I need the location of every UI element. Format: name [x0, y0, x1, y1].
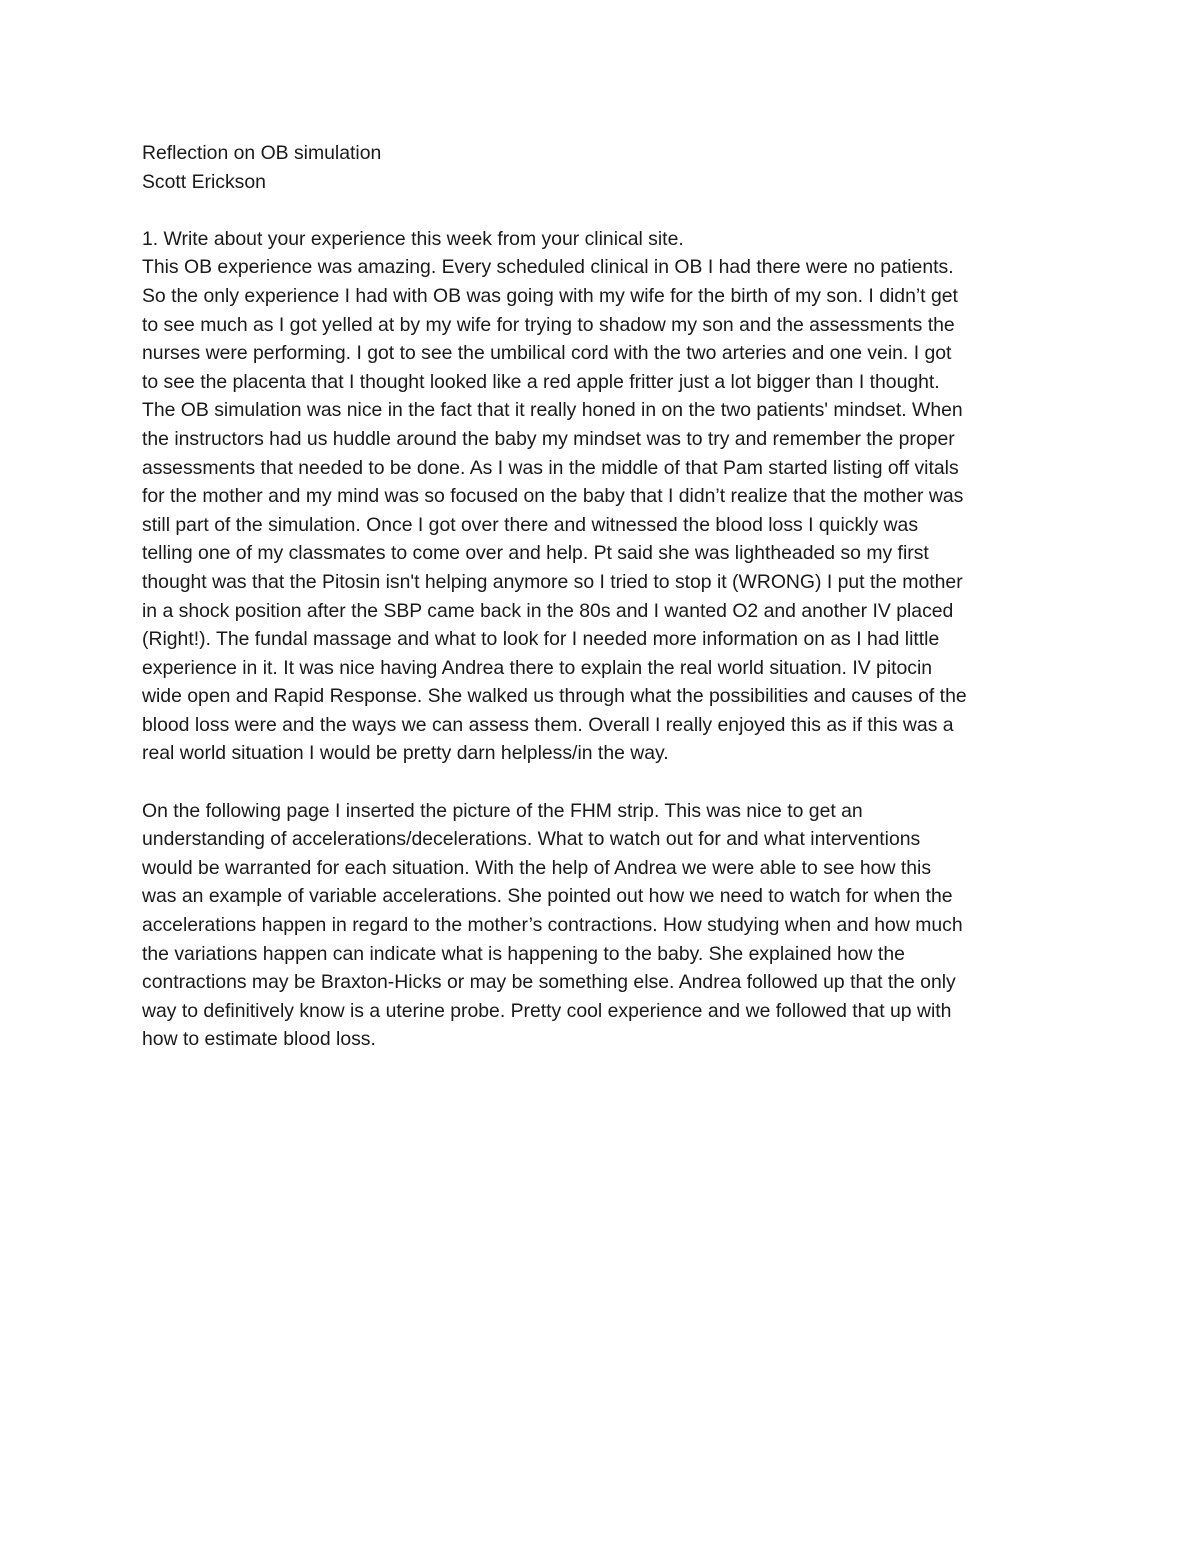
- paragraph-line: how to estimate blood loss.: [142, 1028, 376, 1051]
- paragraph-line: telling one of my classmates to come over and help. Pt said she was lightheaded so my first: [142, 542, 929, 565]
- paragraph-line: blood loss were and the ways we can assess them. Overall I really enjoyed this as if this was a: [142, 713, 954, 736]
- paragraph-line: (Right!). The fundal massage and what to look for I needed more information on as I had little: [142, 628, 940, 651]
- paragraph-line: for the mother and my mind was so focused on the baby that I didn’t realize that the mother was: [142, 485, 964, 508]
- paragraph-line: assessments that needed to be done. As I was in the middle of that Pam started listing off vitals: [142, 456, 959, 479]
- paragraph-line: to see much as I got yelled at by my wife for trying to shadow my son and the assessments the: [142, 313, 955, 336]
- paragraph-line: contractions may be Braxton-Hicks or may be something else. Andrea followed up that the only: [142, 971, 956, 994]
- paragraph-line: still part of the simulation. Once I got over there and witnessed the blood loss I quickly was: [142, 513, 919, 536]
- paragraph-line: experience in it. It was nice having Andrea there to explain the real world situation. IV pitocin: [142, 656, 933, 679]
- document-body: [142, 139, 1072, 1054]
- paragraph-line: wide open and Rapid Response. She walked us through what the possibilities and causes of the: [142, 685, 967, 708]
- paragraph-line: in a shock position after the SBP came back in the 80s and I wanted O2 and another IV placed: [142, 599, 954, 622]
- paragraph-line: the variations happen can indicate what is happening to the baby. She explained how the: [142, 942, 905, 965]
- paragraph-line: This OB experience was amazing. Every scheduled clinical in OB I had there were no patients.: [142, 256, 954, 279]
- document-title: Reflection on OB simulation: [142, 142, 382, 164]
- paragraph-line: real world situation I would be pretty darn helpless/in the way.: [142, 742, 669, 765]
- blank-line: [142, 196, 1072, 225]
- paragraph-line: way to definitively know is a uterine probe. Pretty cool experience and we followed that up with: [142, 999, 952, 1022]
- paragraph-line: was an example of variable accelerations. She pointed out how we need to watch for when the: [142, 885, 953, 908]
- paragraph-line: accelerations happen in regard to the mother’s contractions. How studying when and how much: [142, 914, 963, 937]
- document-author: Scott Erickson: [142, 170, 266, 193]
- paragraph-line: the instructors had us huddle around the baby my mindset was to try and remember the proper: [142, 427, 955, 450]
- paragraph-2: [142, 797, 1072, 1054]
- paragraph-line: The OB simulation was nice in the fact that it really honed in on the two patients' mindset. When: [142, 399, 963, 422]
- paragraph-line: to see the placenta that I thought looked like a red apple fritter just a lot bigger than I thought.: [142, 370, 940, 393]
- paragraph-line: So the only experience I had with OB was going with my wife for the birth of my son. I didn’t get: [142, 284, 958, 307]
- question-prompt: 1. Write about your experience this week from your clinical site.: [142, 227, 684, 250]
- paragraph-line: On the following page I inserted the picture of the FHM strip. This was nice to get an: [142, 799, 863, 822]
- paragraph-1: [142, 253, 1072, 768]
- paragraph-line: would be warranted for each situation. With the help of Andrea we were able to see how this: [142, 856, 932, 879]
- paragraph-line: nurses were performing. I got to see the umbilical cord with the two arteries and one vein. I got: [142, 342, 952, 365]
- blank-line: [142, 768, 1072, 797]
- paragraph-line: understanding of accelerations/decelerations. What to watch out for and what interventions: [142, 828, 921, 851]
- paragraph-line: thought was that the Pitosin isn't helping anymore so I tried to stop it (WRONG) I put the mother: [142, 570, 963, 593]
